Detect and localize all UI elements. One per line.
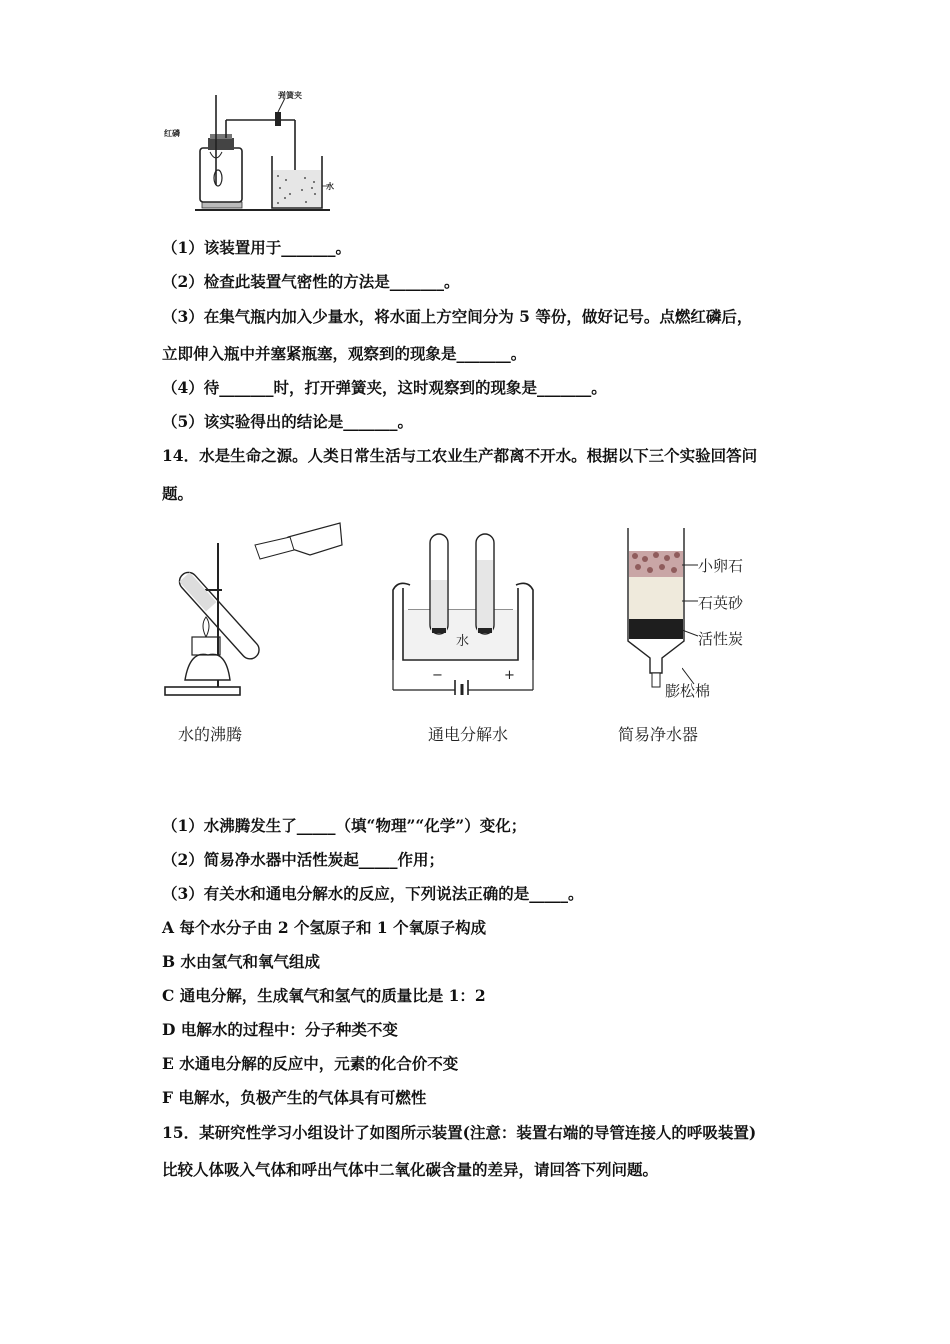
phosphorus-apparatus-drawing <box>160 90 340 215</box>
label-cotton: 膨松棉 <box>665 682 711 700</box>
q14-part-1: （1）水沸腾发生了_____（填“物理”“化学”）变化； <box>162 816 527 835</box>
q15-line-1: 15．某研究性学习小组设计了如图所示装置(注意：装置右端的导管连接人的呼吸装置) <box>162 1123 757 1142</box>
caption-electrolysis: 通电分解水 <box>428 725 509 744</box>
q13-part-3-line-1: （3）在集气瓶内加入少量水，将水面上方空间分为 5 等份，做好记号。点燃红磷后， <box>162 307 753 326</box>
label-electrolysis-water: 水 <box>456 634 470 649</box>
q14-option-e: E 水通电分解的反应中，元素的化合价不变 <box>162 1054 459 1073</box>
q14-part-2: （2）简易净水器中活性炭起_____作用； <box>162 850 445 869</box>
q13-part-5: （5）该实验得出的结论是_______。 <box>162 412 414 431</box>
label-positive-terminal: + <box>504 668 515 683</box>
purifier-leader-lines <box>682 560 702 690</box>
q13-part-3-line-2: 立即伸入瓶中并塞紧瓶塞，观察到的现象是_______。 <box>162 344 527 363</box>
q14-intro-line-2: 题。 <box>162 484 194 503</box>
label-water: 水 <box>326 182 334 191</box>
label-quartz-sand: 石英砂 <box>698 594 744 612</box>
q14-option-c: C 通电分解，生成氧气和氢气的质量比是 1：2 <box>162 986 486 1005</box>
q13-part-1: （1）该装置用于_______。 <box>162 238 352 257</box>
phosphorus-apparatus-figure <box>160 90 340 215</box>
caption-water-purifier: 简易净水器 <box>618 725 699 744</box>
label-red-phosphorus: 红磷 <box>164 129 180 138</box>
q14-option-b: B 水由氢气和氧气组成 <box>162 952 320 971</box>
label-activated-carbon: 活性炭 <box>698 630 744 648</box>
electrolysis-drawing <box>388 530 538 695</box>
q14-option-a: A 每个水分子由 2 个氢原子和 1 个氧原子构成 <box>162 918 487 937</box>
boiling-water-drawing <box>160 515 350 705</box>
q14-part-3: （3）有关水和通电分解水的反应，下列说法正确的是_____。 <box>162 884 584 903</box>
label-pebbles: 小卵石 <box>698 557 744 575</box>
q14-intro-line-1: 14．水是生命之源。人类日常生活与工农业生产都离不开水。根据以下三个实验回答问 <box>162 446 758 465</box>
q15-line-2: 比较人体吸入气体和呼出气体中二氧化碳含量的差异，请回答下列问题。 <box>162 1160 659 1179</box>
label-negative-terminal: − <box>432 668 443 683</box>
purifier-leader-drawing <box>682 560 702 690</box>
boiling-water-figure <box>160 515 350 705</box>
label-spring-clamp: 弹簧夹 <box>278 91 302 100</box>
q14-option-f: F 电解水，负极产生的气体具有可燃性 <box>162 1088 427 1107</box>
q13-part-2: （2）检查此装置气密性的方法是_______。 <box>162 272 460 291</box>
electrolysis-figure <box>388 530 538 695</box>
q14-option-d: D 电解水的过程中：分子种类不变 <box>162 1020 398 1039</box>
q13-part-4: （4）待_______时，打开弹簧夹，这时观察到的现象是_______。 <box>162 378 607 397</box>
caption-boiling-water: 水的沸腾 <box>178 725 243 744</box>
